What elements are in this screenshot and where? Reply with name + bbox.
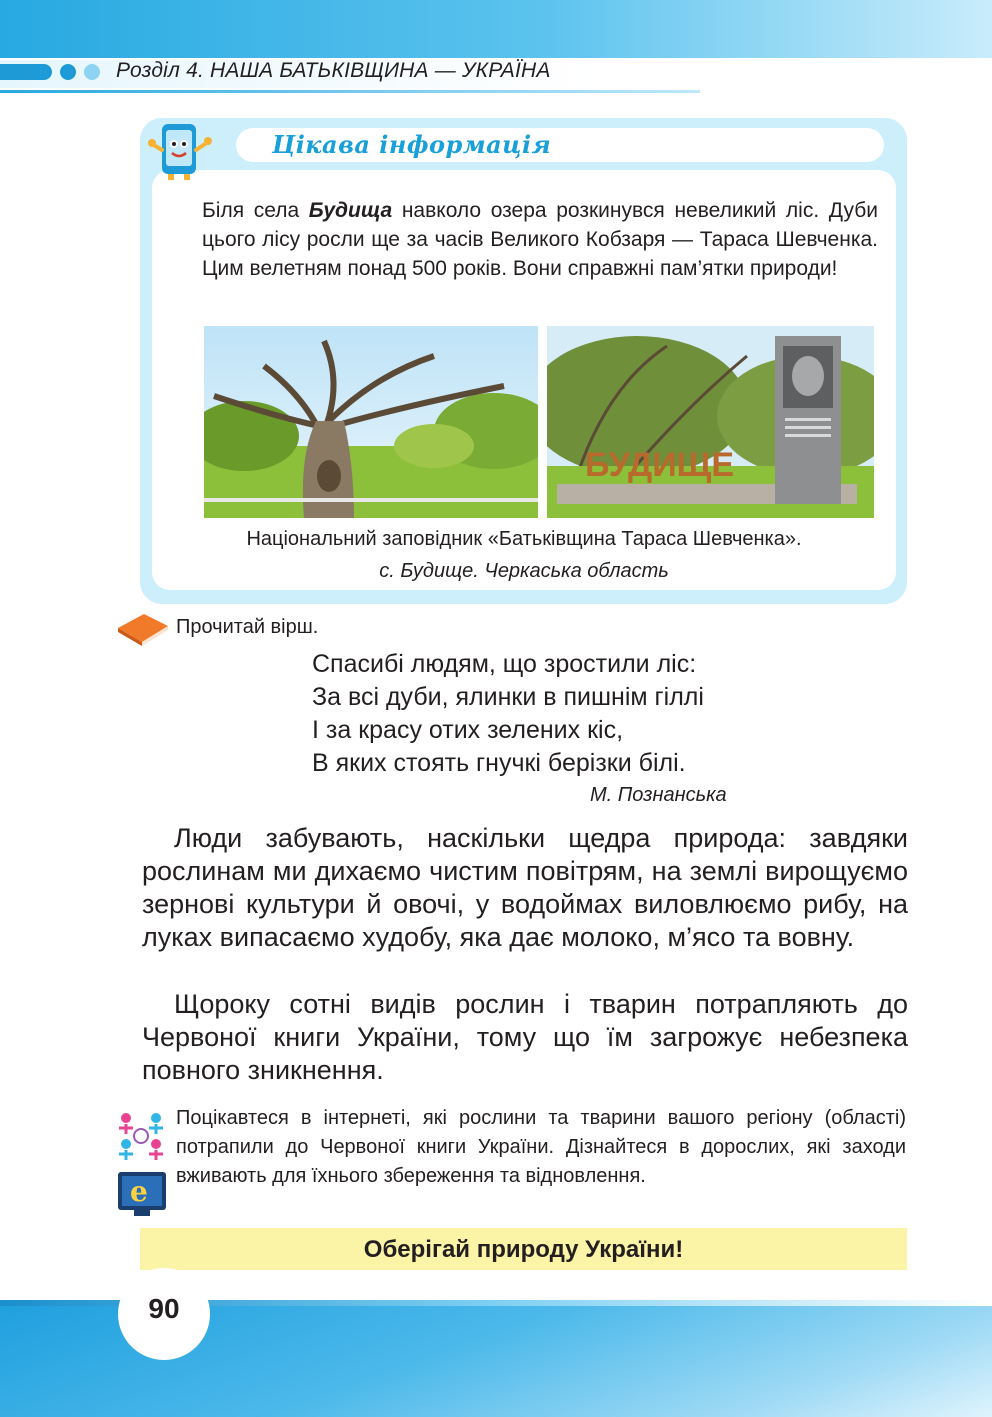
header-dot — [60, 64, 76, 80]
oak-tree-photo — [204, 326, 538, 518]
poem-line: Спасибі людям, що зростили ліс: — [312, 650, 697, 678]
village-name: Будища — [308, 199, 393, 222]
tablet-mascot-icon — [148, 120, 212, 184]
group-work-icon — [116, 1108, 170, 1218]
poem-line: В яких стоять гнучкі берізки білі. — [312, 749, 686, 777]
info-text-start: Біля села — [202, 199, 309, 222]
photo-caption: Національний заповідник «Батьківщина Тараса Шевченка». — [246, 528, 802, 550]
body-paragraph: Щороку сотні видів рослин і тварин потрапляють до Червоної книги України, тому що їм загрожує небезпека повного зникнення. — [142, 989, 908, 1085]
header-underline — [0, 90, 700, 93]
poem-author: М. Познанська — [590, 784, 727, 806]
internet-task: Поцікавтеся в інтернеті, які рослини та тварини вашого регіону (області) потрапили до Червоної книги України. Дізнайтеся в дорослих, які заходи вживають для їхнього збереження та відновлення. — [176, 1107, 906, 1187]
info-box-text — [202, 196, 878, 283]
info-box-title: Цікава інформація — [272, 130, 552, 159]
header-dot — [84, 64, 100, 80]
header-band — [0, 0, 992, 58]
poem-line: І за красу отих зелених кіс, — [312, 716, 624, 744]
reading-task: Прочитай вірш. — [176, 616, 319, 638]
page-number: 90 — [148, 1293, 180, 1324]
chapter-title: Розділ 4. НАША БАТЬКІВЩИНА — УКРАЇНА — [116, 59, 551, 82]
budyshche-sign-photo — [547, 326, 874, 518]
slogan-banner: Оберігай природу України! — [140, 1228, 907, 1270]
sign-letters: БУДИЩЕ — [585, 446, 734, 484]
book-icon — [114, 608, 170, 648]
svg-text:e: e — [130, 1175, 148, 1208]
info-text-end: навколо озера розкинувся невеликий ліс. Дуби цього лісу росли ще за часів Великого Кобзаря — Тараса Шевченка. Цим велетням понад 500 років. Вони справжні пам’ятки природи! — [202, 199, 878, 280]
header-bar-decoration — [0, 64, 52, 80]
poem-line: За всі дуби, ялинки в пишнім гіллі — [312, 683, 704, 711]
body-paragraph: Люди забувають, наскільки щедра природа: завдяки рослинам ми дихаємо чистим повітрям, на землі вирощуємо зернові культури й овочі, у водоймах виловлюємо рибу, на луках випасаємо худобу, яка дає молоко, м’ясо та вовну. — [142, 823, 908, 952]
poem — [312, 648, 704, 780]
photo-location: с. Будище. Черкаська область — [379, 560, 669, 582]
